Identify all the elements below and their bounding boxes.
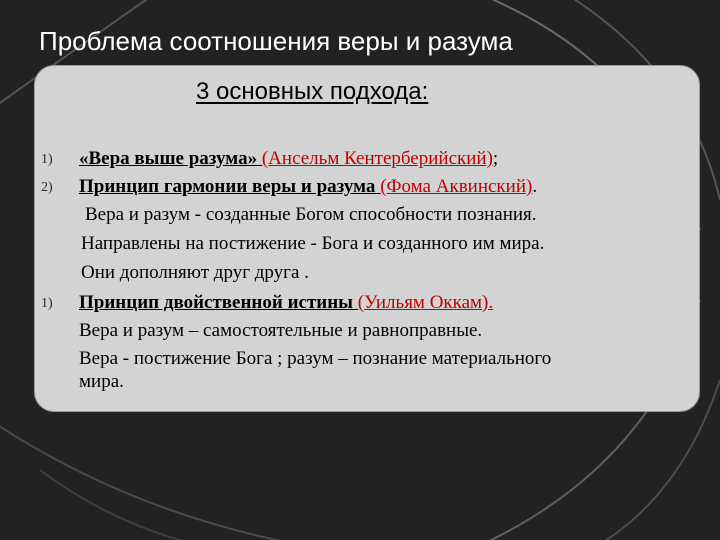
list-item-author: (Ансельм Кентерберийский): [261, 148, 493, 169]
list-item-number: 1): [41, 296, 53, 311]
slide-subtitle: 3 основных подхода:: [196, 78, 429, 105]
list-item-detail: Они дополняют друг друга .: [81, 262, 309, 283]
list-item-trailing: ;: [492, 148, 499, 169]
list-item-number: 1): [41, 152, 53, 167]
list-item-author: (Фома Аквинский): [380, 176, 533, 197]
list-item-number: 2): [41, 180, 53, 195]
list-item: [79, 291, 493, 315]
list-item-detail: Вера и разум - созданные Богом способности познания.: [85, 204, 537, 225]
list-item-author: (Уильям Оккам).: [357, 292, 494, 313]
list-item-detail: мира.: [79, 371, 124, 392]
list-item-heading: Принцип гармонии веры и разума: [79, 176, 381, 197]
list-item-heading: Принцип двойственной истины: [79, 292, 358, 313]
list-item-detail: Вера - постижение Бога ; разум – познание материального: [79, 348, 552, 369]
list-item-trailing: .: [532, 176, 538, 197]
list-item-detail: Вера и разум – самостоятельные и равноправные.: [79, 320, 483, 341]
slide-title: Проблема соотношения веры и разума: [39, 26, 513, 56]
list-item-heading: «Вера выше разума»: [79, 148, 262, 169]
list-item: [79, 147, 498, 171]
list-item: [79, 175, 537, 199]
list-item-detail: Направлены на постижение - Бога и созданного им мира.: [81, 233, 545, 254]
